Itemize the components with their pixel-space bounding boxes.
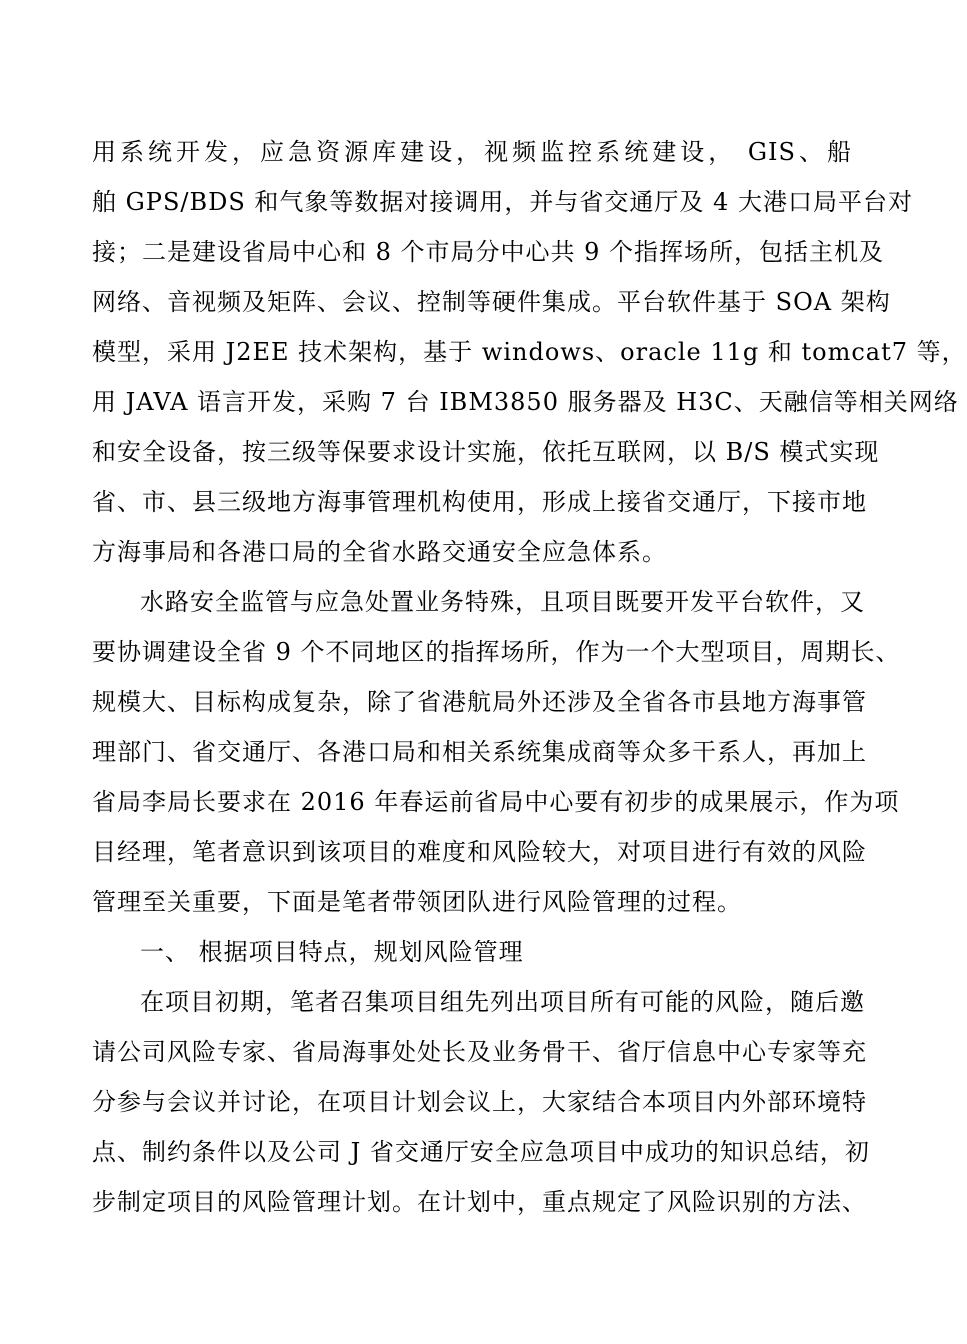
text-line: 接；二是建设省局中心和 8 个市局分中心共 9 个指挥场所，包括主机及 xyxy=(92,238,885,266)
text-line: 省局李局长要求在 2016 年春运前省局中心要有初步的成果展示，作为项 xyxy=(92,788,900,816)
text-line: 管理至关重要，下面是笔者带领团队进行风险管理的过程。 xyxy=(92,888,742,916)
text-line: 点、制约条件以及公司 J 省交通厅安全应急项目中成功的知识总结，初 xyxy=(92,1138,870,1166)
text-line: 分参与会议并讨论，在项目计划会议上，大家结合本项目内外部环境特 xyxy=(92,1088,867,1116)
paragraph-first-line: 在项目初期，笔者召集项目组先列出项目所有可能的风险，随后邀 xyxy=(140,988,865,1016)
section-heading: 一、 根据项目特点，规划风险管理 xyxy=(140,938,524,966)
text-line: 舶 GPS/BDS 和气象等数据对接调用，并与省交通厅及 4 大港口局平台对 xyxy=(92,188,913,216)
text-line: 规模大、目标构成复杂，除了省港航局外还涉及全省各市县地方海事管 xyxy=(92,688,867,716)
text-line: 方海事局和各港口局的全省水路交通安全应急体系。 xyxy=(92,538,667,566)
text-line: 目经理，笔者意识到该项目的难度和风险较大，对项目进行有效的风险 xyxy=(92,838,867,866)
text-line: 用 JAVA 语言开发，采购 7 台 IBM3850 服务器及 H3C、天融信等相关网络 xyxy=(92,388,959,416)
text-line: 要协调建设全省 9 个不同地区的指挥场所，作为一个大型项目，周期长、 xyxy=(92,638,901,666)
text-line: 网络、音视频及矩阵、会议、控制等硬件集成。平台软件基于 SOA 架构 xyxy=(92,288,891,316)
paragraph-first-line: 水路安全监管与应急处置业务特殊，且项目既要开发平台软件，又 xyxy=(140,588,865,616)
text-line: 和安全设备，按三级等保要求设计实施，依托互联网，以 B/S 模式实现 xyxy=(92,438,880,466)
text-line: 省、市、县三级地方海事管理机构使用，形成上接省交通厅，下接市地 xyxy=(92,488,867,516)
text-line: 步制定项目的风险管理计划。在计划中，重点规定了风险识别的方法、 xyxy=(92,1188,867,1216)
text-line: 用系统开发，应急资源库建设，视频监控系统建设， GIS、船 xyxy=(92,138,852,166)
text-line: 模型，采用 J2EE 技术架构，基于 windows、oracle 11g 和 tomcat7 等， xyxy=(92,338,967,366)
text-line: 理部门、省交通厅、各港口局和相关系统集成商等众多干系人，再加上 xyxy=(92,738,867,766)
text-line: 请公司风险专家、省局海事处处长及业务骨干、省厅信息中心专家等充 xyxy=(92,1038,867,1066)
document-body xyxy=(92,127,967,1227)
